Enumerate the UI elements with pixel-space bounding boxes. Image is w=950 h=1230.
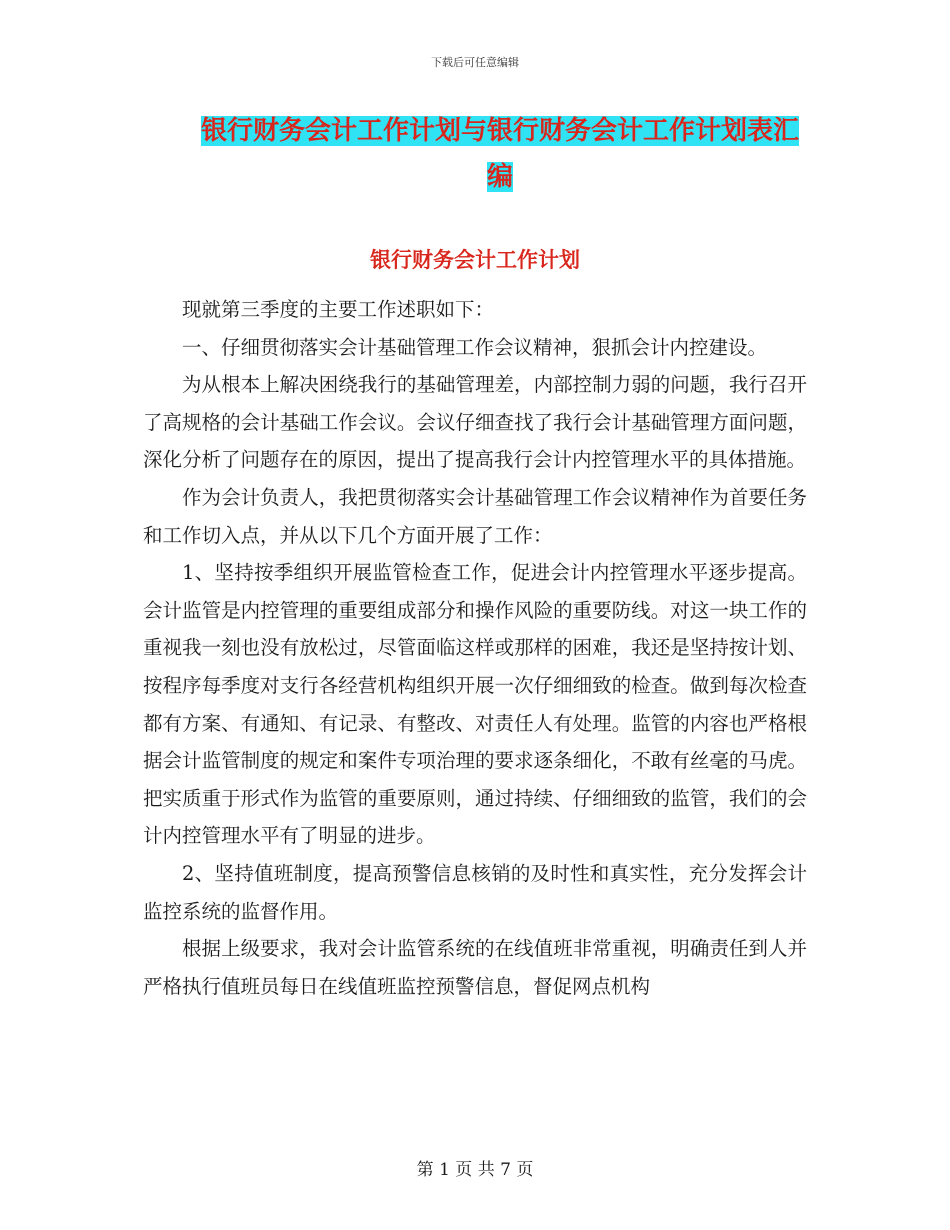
paragraph: 作为会计负责人，我把贯彻落实会计基础管理工作会议精神作为首要任务和工作切入点，并从以下几个方面开展了工作： (143, 485, 807, 547)
paragraph: 根据上级要求，我对会计监管系统的在线值班非常重视，明确责任到人并严格执行值班员每日在线值班监控预警信息，督促网点机构 (143, 937, 807, 998)
paragraph: 2、坚持值班制度，提高预警信息核销的及时性和真实性，充分发挥会计监控系统的监督作用。 (143, 861, 807, 923)
paragraph: 现就第三季度的主要工作述职如下： (182, 298, 495, 321)
paragraph: 一、仔细贯彻落实会计基础管理工作会议精神，狠抓会计内控建设。 (182, 335, 768, 359)
section-title: 银行财务会计工作计划 (370, 247, 580, 272)
document-title-text: 银行财务会计工作计划与银行财务会计工作计划表汇编 (200, 116, 799, 192)
paragraph: 为从根本上解决困绕我行的基础管理差，内部控制力弱的问题，我行召开了高规格的会计基础工作会议。会议仔细查找了我行会计基础管理方面问题，深化分析了问题存在的原因，提出了提高我行会计内控管理水平的具体措施。 (143, 373, 807, 472)
header-note: 下载后可任意编辑 (431, 56, 519, 69)
document-body (143, 291, 807, 1005)
document-title (190, 108, 810, 200)
paragraph: 1、坚持按季组织开展监管检查工作，促进会计内控管理水平逐步提高。会计监管是内控管理的重要组成部分和操作风险的重要防线。对这一块工作的重视我一刻也没有放松过，尽管面临这样或那样的困难，我还是坚持按计划、按程序每季度对支行各经营机构组织开展一次仔细细致的检查。做到每次检查都有方案、有通知、有记录、有整改、对责任人有处理。监管的内容也严格根据会计监管制度的规定和案件专项治理的要求逐条细化，不敢有丝毫的马虎。把实质重于形式作为监管的重要原则，通过持续、仔细细致的监管，我们的会计内控管理水平有了明显的进步。 (143, 561, 807, 848)
page-number: 第 1 页 共 7 页 (416, 1160, 534, 1180)
